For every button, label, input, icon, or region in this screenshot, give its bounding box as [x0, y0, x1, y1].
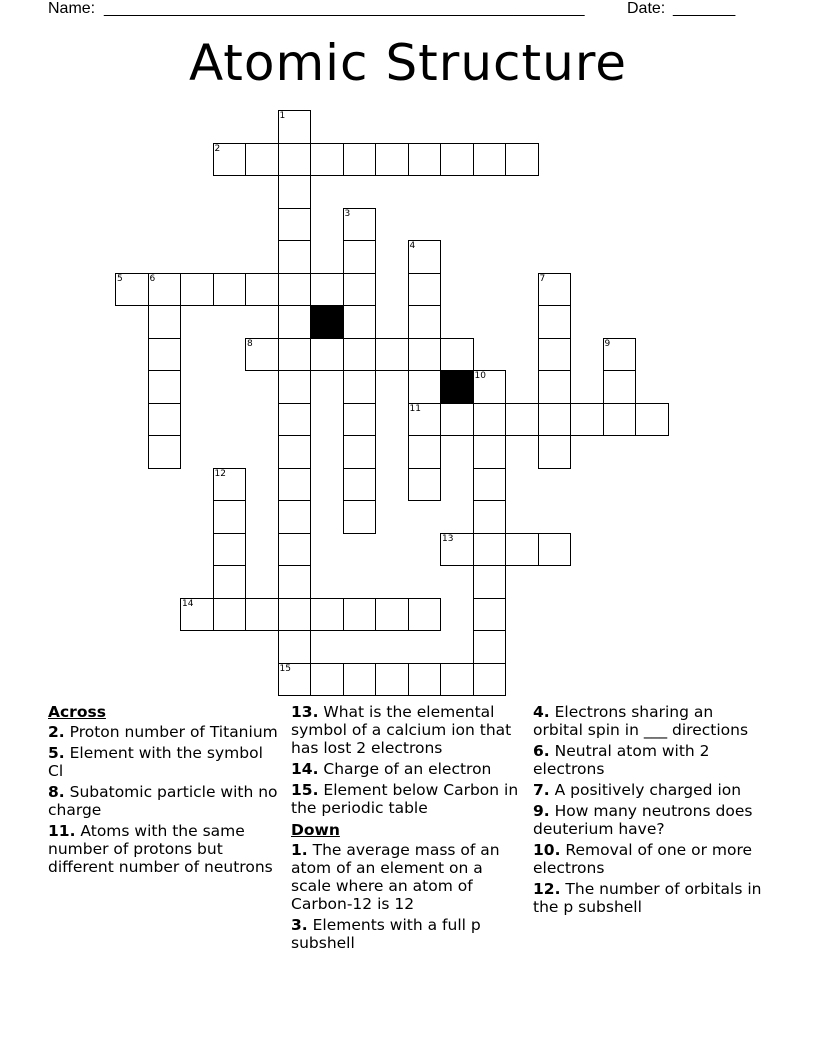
grid-cell[interactable] — [343, 403, 377, 437]
clues-column-2 — [291, 703, 523, 955]
grid-cell[interactable] — [213, 500, 247, 534]
clue-text: The average mass of an atom of an element on a scale where an atom of Carbon-12 is 12 — [291, 841, 500, 913]
clue-text: A positively charged ion — [554, 781, 742, 799]
grid-cell[interactable] — [278, 403, 312, 437]
grid-cell[interactable] — [213, 273, 247, 307]
grid-cell[interactable] — [473, 435, 507, 469]
clue-text: Proton number of Titanium — [69, 723, 278, 741]
grid-cell[interactable] — [278, 208, 312, 242]
grid-cell[interactable] — [603, 403, 637, 437]
grid-cell[interactable] — [278, 110, 312, 144]
clue-num: 10. — [533, 841, 561, 859]
grid-cell[interactable] — [278, 175, 312, 209]
clue-num: 14. — [291, 760, 319, 778]
grid-cell[interactable] — [148, 370, 182, 404]
grid-block — [310, 305, 344, 339]
grid-cell[interactable] — [148, 435, 182, 469]
grid-cell[interactable] — [505, 533, 539, 567]
grid-cell[interactable] — [408, 273, 442, 307]
grid-cell[interactable] — [408, 598, 442, 632]
grid-cell[interactable] — [343, 500, 377, 534]
grid-cell[interactable] — [115, 273, 149, 307]
grid-cell[interactable] — [440, 533, 474, 567]
clue-text: Neutral atom with 2 electrons — [533, 742, 710, 778]
grid-cell[interactable] — [148, 403, 182, 437]
grid-cell[interactable] — [538, 370, 572, 404]
clue-item — [533, 802, 765, 838]
clue-text: Electrons sharing an orbital spin in ___ directions — [533, 703, 749, 739]
clue-num: 13. — [291, 703, 319, 721]
grid-cell[interactable] — [310, 338, 344, 372]
clue-item — [533, 781, 765, 799]
grid-cell[interactable] — [408, 338, 442, 372]
grid-cell[interactable] — [245, 273, 279, 307]
clue-num: 5. — [48, 744, 65, 762]
grid-cell[interactable] — [473, 598, 507, 632]
date-label: Date: — [627, 0, 666, 17]
grid-cell[interactable] — [278, 598, 312, 632]
clue-num: 15. — [291, 781, 319, 799]
grid-cell[interactable] — [408, 143, 442, 177]
grid-cell[interactable] — [343, 208, 377, 242]
clue-item — [48, 783, 280, 819]
grid-cell[interactable] — [473, 143, 507, 177]
grid-cell[interactable] — [375, 663, 409, 697]
grid-cell[interactable] — [440, 143, 474, 177]
grid-cell[interactable] — [570, 403, 604, 437]
grid-cell[interactable] — [343, 663, 377, 697]
grid-cell[interactable] — [278, 630, 312, 664]
grid-cell[interactable] — [278, 338, 312, 372]
grid-cell[interactable] — [148, 305, 182, 339]
clue-number: 3 — [344, 208, 351, 219]
grid-cell[interactable] — [278, 468, 312, 502]
grid-cell[interactable] — [343, 305, 377, 339]
clue-text: How many neutrons does deuterium have? — [533, 802, 753, 838]
grid-cell[interactable] — [213, 533, 247, 567]
across-heading: Across — [48, 703, 106, 721]
grid-cell[interactable] — [278, 435, 312, 469]
grid-cell[interactable] — [440, 663, 474, 697]
grid-cell[interactable] — [538, 338, 572, 372]
grid-cell[interactable] — [473, 630, 507, 664]
grid-cell[interactable] — [408, 435, 442, 469]
grid-cell[interactable] — [278, 273, 312, 307]
clue-item — [48, 723, 280, 741]
grid-cell[interactable] — [408, 468, 442, 502]
grid-cell[interactable] — [473, 370, 507, 404]
grid-cell[interactable] — [538, 273, 572, 307]
clue-text: Charge of an electron — [323, 760, 492, 778]
clue-num: 11. — [48, 822, 76, 840]
clue-number: 14 — [182, 598, 194, 609]
grid-cell[interactable] — [473, 565, 507, 599]
grid-cell[interactable] — [473, 468, 507, 502]
clue-number: 9 — [604, 338, 611, 349]
clue-number: 2 — [214, 143, 221, 154]
grid-cell[interactable] — [245, 598, 279, 632]
grid-cell[interactable] — [278, 240, 312, 274]
grid-cell[interactable] — [375, 598, 409, 632]
clue-item — [533, 841, 765, 877]
grid-cell[interactable] — [408, 240, 442, 274]
clue-number: 4 — [409, 241, 416, 251]
clue-item — [48, 744, 280, 780]
grid-cell[interactable] — [538, 435, 572, 469]
clue-number: 6 — [149, 273, 156, 284]
clue-num: 2. — [48, 723, 65, 741]
name-field[interactable]: ______________________________________________________ — [104, 0, 585, 17]
grid-cell[interactable] — [603, 338, 637, 372]
grid-cell[interactable] — [278, 565, 312, 599]
clue-item — [533, 880, 765, 916]
clue-text: Atoms with the same number of protons but different number of neutrons — [48, 822, 273, 876]
grid-cell[interactable] — [343, 273, 377, 307]
grid-cell[interactable] — [408, 370, 442, 404]
grid-cell[interactable] — [245, 338, 279, 372]
page-title: Atomic Structure — [188, 34, 628, 92]
clue-text: What is the elemental symbol of a calcium ion that has lost 2 electrons — [291, 703, 512, 757]
clue-number: 7 — [539, 273, 546, 284]
grid-cell[interactable] — [505, 143, 539, 177]
clues-column-3 — [533, 703, 765, 919]
clue-item — [291, 703, 523, 757]
grid-cell[interactable] — [310, 143, 344, 177]
grid-cell[interactable] — [180, 598, 214, 632]
grid-cell[interactable] — [310, 598, 344, 632]
name-label: Name: — [48, 0, 96, 17]
grid-block — [440, 370, 474, 404]
grid-cell[interactable] — [603, 370, 637, 404]
clue-num: 1. — [291, 841, 308, 859]
grid-cell[interactable] — [473, 403, 507, 437]
clue-num: 9. — [533, 802, 550, 820]
clue-number: 12 — [214, 468, 226, 479]
grid-cell[interactable] — [278, 305, 312, 339]
grid-cell[interactable] — [310, 273, 344, 307]
grid-cell[interactable] — [245, 143, 279, 177]
grid-cell[interactable] — [213, 565, 247, 599]
clue-item — [533, 742, 765, 778]
grid-cell[interactable] — [375, 143, 409, 177]
clue-item — [291, 781, 523, 817]
grid-cell[interactable] — [440, 403, 474, 437]
clue-number: 15 — [279, 663, 291, 674]
grid-cell[interactable] — [408, 305, 442, 339]
clue-number: 11 — [409, 403, 421, 414]
clue-item — [48, 822, 280, 876]
clue-item — [291, 841, 523, 913]
grid-cell[interactable] — [375, 338, 409, 372]
grid-cell[interactable] — [343, 370, 377, 404]
clue-number: 10 — [474, 371, 486, 381]
clue-number: 8 — [247, 338, 253, 349]
clue-num: 12. — [533, 880, 561, 898]
grid-cell[interactable] — [213, 468, 247, 502]
grid-cell[interactable] — [473, 663, 507, 697]
grid-cell[interactable] — [343, 240, 377, 274]
grid-cell[interactable] — [473, 533, 507, 567]
grid-cell[interactable] — [278, 370, 312, 404]
grid-cell[interactable] — [213, 598, 247, 632]
grid-cell[interactable] — [213, 143, 247, 177]
clue-text: Subatomic particle with no charge — [48, 783, 278, 819]
grid-cell[interactable] — [505, 403, 539, 437]
clue-text: Element below Carbon in the periodic table — [291, 781, 519, 817]
grid-cell[interactable] — [538, 305, 572, 339]
grid-cell[interactable] — [343, 435, 377, 469]
clue-number: 1 — [279, 111, 286, 121]
clue-num: 6. — [533, 742, 550, 760]
clue-num: 7. — [533, 781, 550, 799]
clue-number: 13 — [442, 533, 454, 544]
clues-column-1 — [48, 703, 280, 879]
clue-number: 5 — [117, 273, 123, 284]
clue-item — [533, 703, 765, 739]
clue-text: Elements with a full p subshell — [291, 916, 481, 952]
clue-num: 3. — [291, 916, 308, 934]
clue-text: Removal of one or more electrons — [533, 841, 753, 877]
grid-cell[interactable] — [180, 273, 214, 307]
grid-cell[interactable] — [408, 403, 442, 437]
grid-cell[interactable] — [343, 338, 377, 372]
grid-cell[interactable] — [148, 338, 182, 372]
grid-cell[interactable] — [278, 500, 312, 534]
grid-cell[interactable] — [473, 500, 507, 534]
grid-cell[interactable] — [343, 143, 377, 177]
grid-cell[interactable] — [278, 143, 312, 177]
clue-text: Element with the symbol Cl — [48, 744, 263, 780]
down-heading: Down — [291, 821, 340, 839]
clue-text: The number of orbitals in the p subshell — [533, 880, 762, 916]
grid-cell[interactable] — [408, 663, 442, 697]
grid-cell[interactable] — [343, 468, 377, 502]
clue-item — [291, 916, 523, 952]
grid-cell[interactable] — [278, 533, 312, 567]
grid-cell[interactable] — [148, 273, 182, 307]
grid-cell[interactable] — [635, 403, 669, 437]
grid-cell[interactable] — [278, 663, 312, 697]
date-field[interactable]: _______ — [673, 0, 736, 17]
clue-item — [291, 760, 523, 778]
grid-cell[interactable] — [310, 663, 344, 697]
clue-num: 4. — [533, 703, 550, 721]
grid-cell[interactable] — [343, 598, 377, 632]
grid-cell[interactable] — [538, 403, 572, 437]
grid-cell[interactable] — [538, 533, 572, 567]
grid-cell[interactable] — [440, 338, 474, 372]
clue-num: 8. — [48, 783, 65, 801]
